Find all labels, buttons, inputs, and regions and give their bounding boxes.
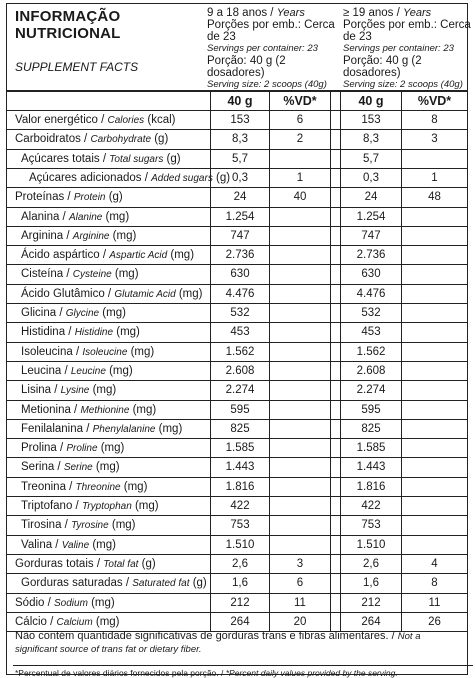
nutrient-name: [21, 381, 116, 399]
nutrient-name: [29, 169, 230, 187]
daily-value-cell: 4: [431, 557, 438, 570]
nutrient-name-en: Serine: [63, 462, 93, 474]
nutrient-name-en: Glycine: [65, 308, 100, 319]
amount-cell: 1.585: [356, 442, 386, 455]
amount-cell: 153: [230, 114, 250, 126]
daily-value-cell: 1: [431, 171, 438, 184]
daily-value-cell: [270, 536, 330, 554]
daily-value-cell: 11: [428, 596, 441, 609]
nutrient-unit: (mg): [155, 422, 183, 435]
amount-cell: 4.476: [356, 287, 386, 300]
daily-value-cell: [270, 150, 330, 168]
table-row: [7, 496, 467, 515]
nutrient-name-pt: Fenilalanina /: [21, 422, 93, 435]
nutrient-name-pt: Glicina /: [21, 307, 66, 319]
nutrient-name-pt: Cisteína /: [21, 268, 73, 281]
daily-value-cell: [270, 420, 330, 438]
daily-value-cell: [270, 208, 330, 226]
nutrient-name: [21, 246, 194, 264]
nutrient-name-pt: Ácido Glutâmico /: [21, 287, 115, 300]
nutrient-unit: (mg): [89, 384, 117, 397]
amount-cell: 1.562: [356, 345, 386, 358]
age-range-en: Years: [276, 7, 305, 19]
daily-value-cell: [402, 439, 467, 457]
title-line-2: NUTRICIONAL: [15, 25, 121, 42]
nutrient-name-pt: Serina /: [21, 461, 64, 474]
amount-cell: 753: [361, 519, 381, 532]
table-row: [7, 573, 467, 592]
table-row: [7, 612, 467, 631]
nutrient-name: [21, 401, 156, 419]
nutrient-name-en: Aspartic Acid: [109, 250, 168, 262]
nutrient-name-en: Arginine: [72, 230, 110, 242]
amount-cell: 2.608: [356, 364, 386, 377]
nutrient-name-en: Tryptophan: [81, 501, 132, 512]
nutrient-name: [21, 285, 203, 303]
nutrient-name: [21, 150, 181, 168]
nutrient-name: [21, 536, 116, 554]
nutrient-name-pt: Ácido aspártico /: [21, 249, 110, 262]
amount-cell: 2.736: [225, 249, 255, 262]
table-row: [7, 168, 467, 187]
amount-cell: 24: [233, 191, 247, 204]
nutrient-name-en: Total sugars: [109, 153, 164, 165]
nutrient-unit: (mg): [102, 210, 130, 223]
amount-cell: 212: [230, 596, 250, 609]
table-row: [7, 457, 467, 476]
table-row: [7, 477, 467, 496]
table-row: [7, 322, 467, 341]
amount-cell: 4.476: [225, 287, 255, 300]
daily-value-cell: [402, 208, 467, 226]
table-row: [7, 149, 467, 168]
amount-cell: 630: [230, 268, 250, 281]
daily-value-cell: 40: [293, 191, 307, 204]
amount-cell: 630: [361, 268, 381, 281]
serving-size: Porção: 40 g (2 dosadores): [207, 55, 286, 79]
daily-value-cell: [402, 478, 467, 496]
nutrient-name: [21, 516, 136, 534]
nutrient-name: [15, 613, 120, 631]
daily-value-cell: 48: [428, 191, 441, 204]
age-range-en: Years: [403, 7, 432, 19]
table-row: [7, 187, 467, 206]
amount-cell: 2,6: [363, 557, 379, 570]
nutrient-unit: (mg): [167, 249, 195, 262]
serving-size: Porção: 40 g (2 dosadores): [343, 55, 422, 79]
nutrient-unit: (mg): [120, 480, 148, 493]
daily-value-cell: [402, 227, 467, 245]
table-row: [7, 207, 467, 226]
daily-value-cell: [270, 323, 330, 341]
nutrient-name-pt: Proteínas /: [15, 191, 74, 204]
nutrient-name-en: Cysteine: [72, 269, 112, 281]
amount-cell: 1.254: [225, 210, 255, 223]
daily-value-footnote-en: *Percent daily values provided by the serving.: [225, 668, 398, 678]
nutrient-name: [21, 343, 154, 361]
nutrient-name-pt: Gorduras totais /: [15, 557, 104, 570]
amount-cell: 1.443: [225, 461, 255, 474]
nutrient-name-en: Phenylalanine: [92, 423, 156, 435]
nutrient-unit: (mg): [92, 461, 120, 474]
nutrient-name-en: Histidine: [74, 327, 114, 339]
footer-note-en: Not a significant source of trans fat or dietary fiber.: [15, 631, 421, 655]
nutrient-name-pt: Histidina /: [21, 326, 75, 339]
daily-value-cell: [270, 343, 330, 361]
nutrient-name: [21, 362, 133, 380]
age-range: 9 a 18 anos /: [207, 7, 277, 19]
daily-value-cell: 8: [431, 577, 438, 590]
daily-value-cell: [270, 285, 330, 303]
servings-per-container-en: Servings per container: 23: [343, 43, 454, 54]
daily-value-cell: [402, 381, 467, 399]
amount-cell: 453: [361, 326, 381, 339]
daily-value-cell: [402, 246, 467, 264]
nutrient-name: [21, 478, 147, 496]
nutrient-unit: (mg): [89, 538, 116, 551]
daily-value-cell: [270, 304, 330, 322]
amount-cell: 1,6: [232, 577, 248, 590]
age-range: ≥ 19 anos /: [343, 7, 404, 19]
nutrient-name-pt: Isoleucina /: [21, 345, 83, 358]
column-header-children: [207, 7, 335, 91]
amount-cell: 5,7: [363, 152, 379, 165]
daily-value-cell: [402, 150, 467, 168]
nutrient-name-pt: Carboidratos /: [15, 133, 91, 146]
panel-title: [15, 8, 121, 42]
nutrient-name-en: Tyrosine: [71, 520, 109, 532]
table-row: [7, 361, 467, 380]
nutrient-unit: (g): [189, 577, 207, 590]
nutrient-name: [21, 208, 129, 226]
amount-cell: 24: [364, 191, 378, 204]
amount-cell: 2.736: [356, 249, 386, 262]
nutrient-name: [21, 265, 139, 283]
nutrient-name: [15, 555, 156, 573]
nutrient-name: [21, 227, 136, 245]
nutrient-name: [21, 304, 126, 322]
daily-value-cell: [270, 401, 330, 419]
daily-value-cell: [402, 265, 467, 283]
amount-cell: 1.443: [356, 461, 386, 474]
daily-value-footnote-pt: *Percentual de valores diários fornecidos pela porção. /: [15, 668, 226, 678]
nutrient-unit: (mg): [113, 326, 140, 339]
daily-value-cell: [402, 304, 467, 322]
nutrient-name-en: Sodium: [54, 597, 88, 609]
nutrient-name-pt: Lisina /: [21, 384, 61, 397]
nutrient-name-en: Added sugars: [151, 172, 213, 184]
nutrient-name-en: Glutamic Acid: [114, 288, 176, 300]
daily-value-cell: 1: [296, 171, 304, 184]
table-row: [7, 380, 467, 399]
nutrient-name-pt: Triptofano /: [21, 500, 82, 512]
nutrient-name: [21, 497, 159, 515]
amount-cell: 1.254: [356, 210, 386, 223]
nutrient-name-en: Proline: [66, 443, 98, 455]
table-row: [7, 438, 467, 457]
nutrient-unit: (g): [163, 152, 181, 165]
amount-cell: 422: [230, 500, 250, 512]
amount-cell: 264: [361, 615, 381, 628]
nutrient-unit: (mg): [131, 500, 159, 512]
daily-value-cell: 6: [296, 577, 304, 590]
daily-value-cell: [270, 439, 330, 457]
nutrient-name-pt: Metionina /: [21, 403, 81, 416]
nutrient-name-pt: Gorduras saturadas /: [21, 577, 133, 590]
amount-cell: 8,3: [363, 133, 379, 146]
daily-value-cell: [270, 497, 330, 515]
daily-value-cell: 6: [296, 114, 304, 126]
supplement-facts-label: SUPPLEMENT FACTS: [15, 60, 139, 74]
amount-cell: 595: [361, 403, 381, 416]
nutrient-name: [21, 574, 207, 592]
nutrient-name-en: Isoleucine: [82, 346, 128, 358]
amount-cell: 747: [230, 229, 250, 242]
nutrient-name: [21, 323, 140, 341]
daily-value-footnote: [13, 665, 473, 678]
daily-value-cell: [270, 362, 330, 380]
nutrient-name: [21, 458, 120, 476]
daily-value-cell: 3: [296, 557, 304, 570]
nutrient-name-en: Lysine: [60, 385, 90, 397]
nutrient-unit: (mg): [111, 268, 139, 281]
daily-value-cell: [270, 227, 330, 245]
nutrient-name-pt: Alanina /: [21, 210, 69, 223]
amount-header: 40 g: [227, 94, 253, 108]
nutrient-name-en: Valine: [61, 539, 90, 551]
daily-value-cell: [402, 323, 467, 341]
daily-value-cell: 3: [431, 133, 438, 146]
amount-cell: 1,6: [363, 577, 379, 590]
table-row: [7, 245, 467, 264]
daily-value-cell: 2: [296, 133, 304, 146]
amount-cell: 8,3: [232, 133, 248, 146]
table-row: [7, 419, 467, 438]
nutrient-name-pt: Tirosina /: [21, 519, 72, 532]
column-header-adults: [343, 7, 471, 91]
table-row: [7, 342, 467, 361]
nutrient-name-en: Saturated fat: [132, 578, 190, 590]
amount-cell: 1.562: [225, 345, 255, 358]
amount-cell: 753: [230, 519, 250, 532]
amount-cell: 595: [230, 403, 250, 416]
nutrient-unit: (mg): [109, 229, 137, 242]
nutrient-name-en: Threonine: [75, 481, 121, 493]
servings-per-container: Porções por emb.: Cerca de 23: [343, 19, 471, 43]
nutrient-name: [15, 111, 175, 129]
nutrient-name-en: Protein: [73, 192, 106, 204]
daily-value-cell: [402, 343, 467, 361]
nutrient-unit: (mg): [99, 307, 126, 319]
nutrient-unit: (mg): [87, 596, 115, 609]
amount-cell: 0,3: [232, 171, 248, 184]
amount-cell: 532: [361, 307, 381, 319]
nutrient-name-pt: Sódio /: [15, 596, 54, 609]
nutrient-name-pt: Leucina /: [21, 364, 71, 377]
amount-cell: 5,7: [232, 152, 248, 165]
nutrient-name-pt: Cálcio /: [15, 615, 57, 628]
nutrient-name-en: Leucine: [70, 365, 106, 377]
amount-cell: 825: [361, 422, 381, 435]
amount-cell: 2.274: [356, 384, 386, 397]
amount-cell: 2.274: [225, 384, 255, 397]
amount-cell: 1.510: [356, 538, 386, 551]
daily-value-cell: [270, 458, 330, 476]
daily-value-cell: [402, 536, 467, 554]
amount-cell: 153: [361, 114, 381, 126]
servings-per-container: Porções por emb.: Cerca de 23: [207, 19, 335, 43]
amount-cell: 453: [230, 326, 250, 339]
table-row: [7, 515, 467, 534]
daily-value-cell: [270, 478, 330, 496]
amount-cell: 2,6: [232, 557, 248, 570]
nutrient-name-en: Carbohydrate: [90, 134, 152, 146]
table-header-row: [7, 90, 467, 110]
nutrient-unit: (mg): [92, 615, 120, 628]
nutrient-name-en: Total fat: [103, 558, 139, 570]
daily-value-cell: [402, 497, 467, 515]
daily-value-cell: [402, 362, 467, 380]
nutrient-name: [21, 420, 182, 438]
nutrient-name-pt: Açúcares adicionados /: [29, 171, 152, 184]
daily-value-cell: [402, 458, 467, 476]
title-line-1: INFORMAÇÃO: [15, 8, 121, 25]
daily-value-cell: [402, 285, 467, 303]
daily-value-cell: 8: [431, 114, 438, 126]
nutrient-unit: (kcal): [144, 114, 176, 126]
daily-value-header: %VD*: [417, 94, 452, 108]
nutrient-name-pt: Valina /: [21, 538, 62, 551]
table-row: [7, 129, 467, 148]
nutrient-name: [15, 594, 115, 612]
table-row: [7, 400, 467, 419]
amount-cell: 212: [361, 596, 381, 609]
nutrient-name-en: Calories: [107, 115, 145, 126]
daily-value-cell: 26: [428, 615, 441, 628]
nutrient-unit: (mg): [108, 519, 136, 532]
footer-note-pt: Não contém quantidade significativas de gorduras trans e fibras alimentares. /: [15, 630, 398, 642]
amount-cell: 264: [230, 615, 250, 628]
table-row: [7, 303, 467, 322]
table-row: [7, 554, 467, 573]
nutrient-unit: (mg): [175, 287, 203, 300]
amount-cell: 825: [230, 422, 250, 435]
nutrient-name-pt: Treonina /: [21, 480, 76, 493]
amount-header: 40 g: [358, 94, 384, 108]
nutrition-facts-panel: [6, 3, 471, 678]
serving-size-en: Serving size: 2 scoops (40g): [343, 79, 463, 90]
table-row: [7, 593, 467, 612]
nutrient-unit: (g): [105, 191, 123, 204]
nutrient-unit: (mg): [105, 364, 133, 377]
nutrient-name-pt: Arginina /: [21, 229, 73, 242]
daily-value-cell: [270, 516, 330, 534]
serving-size-en: Serving size: 2 scoops (40g): [207, 79, 327, 90]
amount-cell: 1.585: [225, 442, 255, 455]
table-row: [7, 535, 467, 554]
nutrient-unit: (mg): [129, 403, 157, 416]
daily-value-cell: [402, 401, 467, 419]
nutrition-header: [7, 4, 471, 91]
nutrient-unit: (g): [138, 557, 156, 570]
nutrient-name-pt: Valor energético /: [15, 114, 108, 126]
nutrient-name-en: Alanine: [68, 211, 103, 223]
nutrient-name-pt: Prolina /: [21, 442, 67, 455]
amount-cell: 1.510: [225, 538, 255, 551]
servings-per-container-en: Servings per container: 23: [207, 43, 318, 54]
amount-cell: 422: [361, 500, 381, 512]
amount-cell: 0,3: [363, 171, 379, 184]
daily-value-cell: [270, 265, 330, 283]
daily-value-cell: [402, 420, 467, 438]
amount-cell: 1.816: [225, 480, 255, 493]
nutrient-unit: (g): [212, 171, 231, 184]
daily-value-cell: [270, 381, 330, 399]
nutrient-name: [15, 130, 168, 148]
table-row: [7, 284, 467, 303]
nutrient-unit: (g): [151, 133, 169, 146]
amount-cell: 532: [230, 307, 250, 319]
table-row: [7, 110, 467, 129]
amount-cell: 1.816: [356, 480, 386, 493]
daily-value-header: %VD*: [283, 94, 317, 108]
daily-value-cell: 20: [293, 615, 307, 628]
amount-cell: 747: [361, 229, 381, 242]
nutrient-unit: (mg): [127, 345, 155, 358]
nutrient-name-en: Calcium: [56, 616, 93, 628]
nutrient-name: [21, 439, 124, 457]
daily-value-cell: [270, 246, 330, 264]
nutrient-name-pt: Açúcares totais /: [21, 152, 110, 165]
amount-cell: 2.608: [225, 364, 255, 377]
table-row: [7, 226, 467, 245]
table-row: [7, 264, 467, 283]
footer-note: [15, 630, 463, 656]
daily-value-cell: [402, 516, 467, 534]
daily-value-cell: 11: [294, 596, 306, 609]
nutrient-name: [15, 188, 123, 206]
nutrient-name-en: Methionine: [80, 404, 130, 416]
nutrient-unit: (mg): [97, 442, 125, 455]
